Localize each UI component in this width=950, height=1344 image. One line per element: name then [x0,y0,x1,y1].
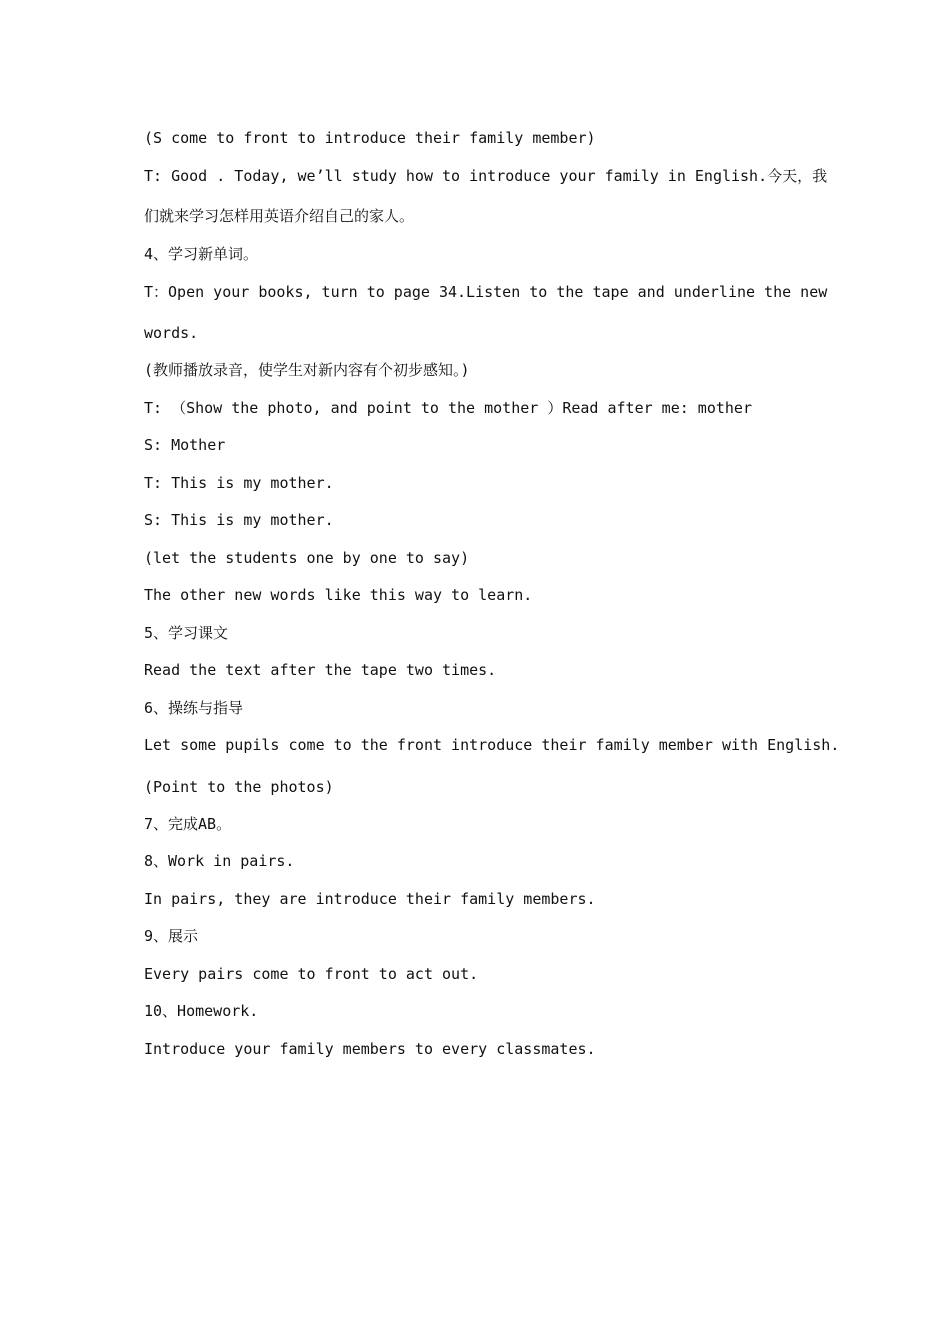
text-line: S: Mother [144,436,226,454]
section-heading: 9、展示 [144,927,199,945]
text-line: T: This is my mother. [144,474,334,492]
text-line: words. [144,324,199,342]
text-line: Let some pupils come to the front introduce their family member with English. [144,736,840,754]
section-heading: 10、Homework. [144,1002,259,1020]
text-line: (let the students one by one to say) [144,549,470,567]
text-line: 们就来学习怎样用英语介绍自己的家人。 [144,207,415,225]
section-heading: 8、Work in pairs. [144,852,295,870]
text-line: In pairs, they are introduce their family members. [144,890,596,908]
section-heading: 5、学习课文 [144,624,229,642]
section-heading: 7、完成AB。 [144,815,232,833]
text-line: Read the text after the tape two times. [144,661,497,679]
text-line: Introduce your family members to every classmates. [144,1040,596,1058]
text-line: T：Open your books, turn to page 34.Listen to the tape and underline the new [144,283,828,301]
text-line: (教师播放录音，使学生对新内容有个初步感知。) [144,361,470,379]
section-heading: 4、学习新单词。 [144,245,259,263]
text-line: The other new words like this way to learn. [144,586,533,604]
text-line: Every pairs come to front to act out. [144,965,479,983]
text-line: S: This is my mother. [144,511,334,529]
text-line: (S come to front to introduce their family member) [144,129,596,147]
text-line: (Point to the photos) [144,778,334,796]
section-heading: 6、操练与指导 [144,699,244,717]
text-line: T: Good . Today, we’ll study how to introduce your family in English.今天，我 [144,167,828,185]
text-line: T: （Show the photo, and point to the mother ）Read after me: mother [144,399,752,417]
